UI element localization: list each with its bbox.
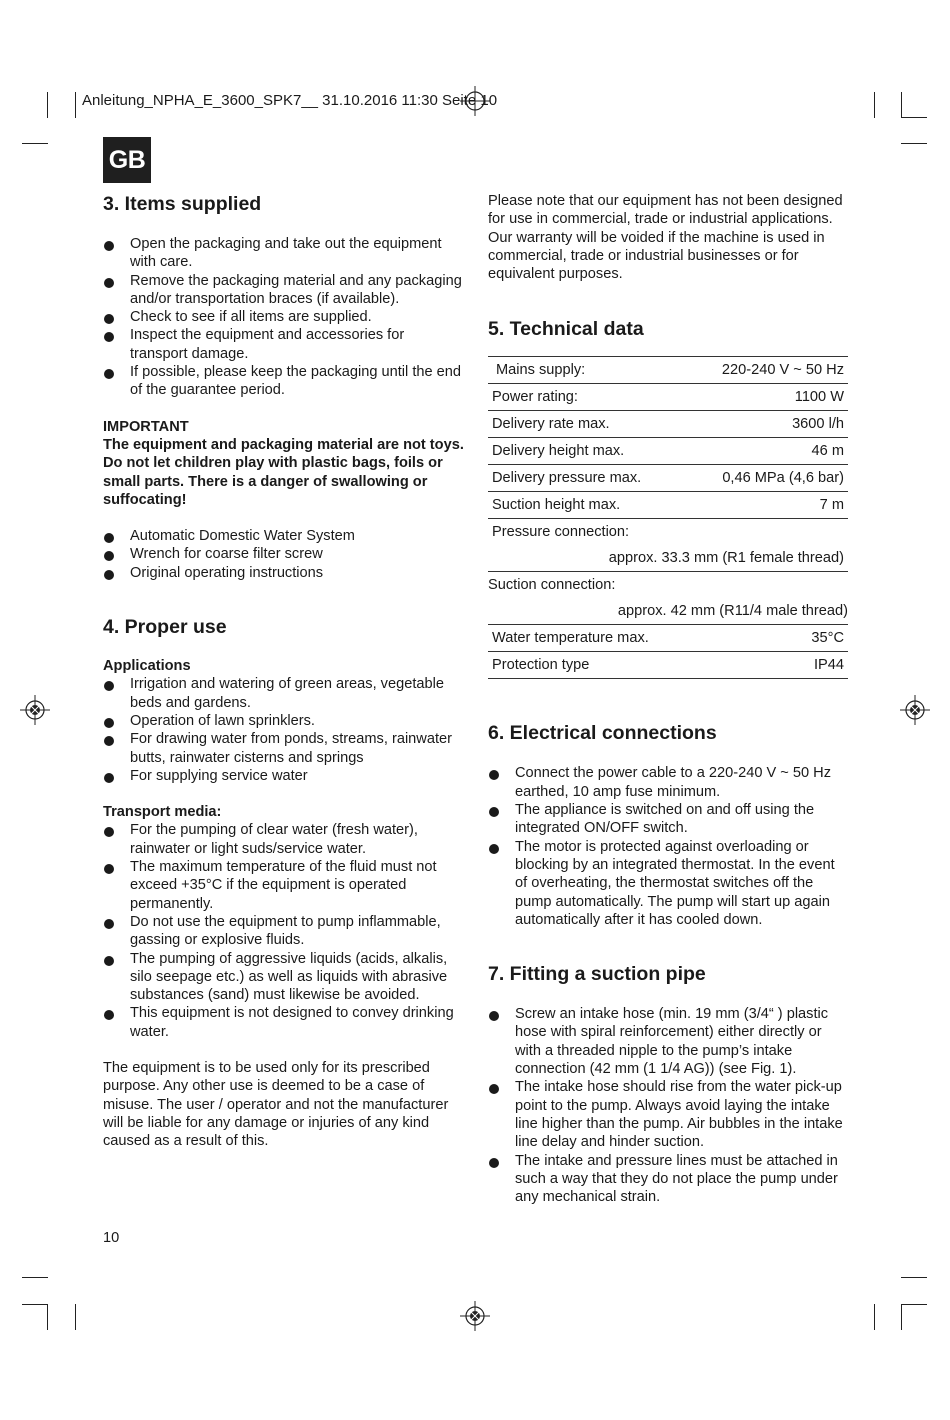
table-cell-label: Delivery rate max. [488,411,689,438]
crop-mark [901,117,927,118]
registration-mark-icon [460,1301,490,1331]
table-row [488,625,848,652]
table-cell-value: 220-240 V ~ 50 Hz [689,357,848,384]
section-title-technical-data: 5. Technical data [488,318,644,341]
registration-mark-icon [900,695,930,725]
technical-data-table [488,356,848,679]
crop-mark [75,92,76,118]
table-row [488,384,848,411]
crop-mark [901,1277,927,1278]
crop-mark [22,1304,48,1305]
list-item: For the pumping of clear water (fresh water), rainwater or light suds/service water. [103,821,465,858]
list-item: The intake and pressure lines must be attached in such a way that they do not place the pump under any mechanical strain. [488,1152,850,1207]
list-item: Screw an intake hose (min. 19 mm (3/4“ ) plastic hose with spiral reinforcement) either directly or with a threaded nipple to the pump’s intake connection (42 mm (1 1/4 AG)) (see Fig. 1). [488,1005,850,1078]
list-item: Operation of lawn sprinklers. [103,712,465,730]
list-item: This equipment is not designed to convey drinking water. [103,1004,465,1041]
list-item: Connect the power cable to a 220-240 V ~ 50 Hz earthed, 10 amp fuse minimum. [488,764,850,801]
crop-mark [22,1277,48,1278]
table-row [488,519,848,546]
table-cell-label: Mains supply: [488,357,689,384]
table-cell-value: IP44 [689,652,848,679]
list-item: For drawing water from ponds, streams, rainwater butts, rainwater cisterns and springs [103,730,465,767]
list-item: Open the packaging and take out the equipment with care. [103,235,465,272]
table-row [488,492,848,519]
table-cell-value: 35°C [689,625,848,652]
list-item: If possible, please keep the packaging until the end of the guarantee period. [103,363,465,400]
crop-mark [901,143,927,144]
table-row [488,438,848,465]
list-item: Original operating instructions [103,564,465,582]
list-item: Remove the packaging material and any packaging and/or transportation braces (if available). [103,272,465,309]
crop-mark [22,143,48,144]
table-row [488,598,848,625]
important-label: IMPORTANT [103,418,189,435]
section-title-proper-use: 4. Proper use [103,616,227,639]
table-row [488,572,848,599]
list-item: Automatic Domestic Water System [103,527,465,545]
supplied-items-list [103,527,465,582]
list-item: For supplying service water [103,767,465,785]
list-item: The pumping of aggressive liquids (acids, alkalis, silo seepage etc.) as well as liquids with abrasive substances (sand) must likewise be avoided. [103,950,465,1005]
registration-mark-icon [20,695,50,725]
table-cell-label: Delivery height max. [488,438,689,465]
list-item: The appliance is switched on and off using the integrated ON/OFF switch. [488,801,850,838]
table-cell-label: Water temperature max. [488,625,689,652]
table-row [488,465,848,492]
table-cell-value: 0,46 MPa (4,6 bar) [689,465,848,492]
language-badge: GB [103,137,151,183]
table-row [488,357,848,384]
table-cell-value: approx. 33.3 mm (R1 female thread) [488,545,848,572]
transport-media-list [103,821,465,1041]
list-item: Do not use the equipment to pump inflammable, gassing or explosive fluids. [103,913,465,950]
crop-mark [47,1304,48,1330]
section-title-electrical-connections: 6. Electrical connections [488,722,717,745]
table-row [488,545,848,572]
applications-list [103,675,465,785]
list-item: Irrigation and watering of green areas, vegetable beds and gardens. [103,675,465,712]
crop-mark [75,1304,76,1330]
suction-pipe-bullet-list [488,1005,850,1206]
table-cell-value: 7 m [689,492,848,519]
table-cell-label: Power rating: [488,384,689,411]
table-row [488,652,848,679]
crop-mark [901,1304,902,1330]
page-number: 10 [103,1230,120,1246]
list-item: Inspect the equipment and accessories for transport damage. [103,326,465,363]
electrical-bullet-list [488,764,850,929]
list-item: Check to see if all items are supplied. [103,308,465,326]
list-item: The motor is protected against overloading or blocking by an integrated thermostat. In the event of overheating, the thermostat switches off the pump automatically. The pump will start up again automatically after it has cooled down. [488,838,850,929]
table-cell-label: Delivery pressure max. [488,465,689,492]
table-cell-label: Protection type [488,652,689,679]
section-title-items-supplied: 3. Items supplied [103,193,262,215]
list-item: Wrench for coarse filter screw [103,545,465,563]
important-text: The equipment and packaging material are not toys. Do not let children play with plastic bags, foils or small parts. There is a danger of swallowing or suffocating! [103,436,464,508]
right-column [488,192,850,1206]
proper-use-paragraph: The equipment is to be used only for its prescribed purpose. Any other use is deemed to be a case of misuse. The user / operator and not the manufacturer will be liable for any damage or injuries of any kind caused as a result of this. [103,1059,449,1150]
table-cell-label: Pressure connection: [492,524,630,541]
applications-label: Applications [103,658,191,675]
table-cell-value: 1100 W [689,384,848,411]
left-column [103,192,465,1150]
list-item: The maximum temperature of the fluid must not exceed +35°C if the equipment is operated permanently. [103,858,465,913]
transport-media-label: Transport media: [103,804,222,821]
table-row [488,411,848,438]
items-bullet-list [103,235,465,400]
crop-mark [901,1304,927,1305]
section-title-fitting-suction-pipe: 7. Fitting a suction pipe [488,963,706,986]
commercial-use-note: Please note that our equipment has not been designed for use in commercial, trade or industrial applications. Our warranty will be voided if the machine is used in commercial, trade or industrial businesses or for equivalent purposes. [488,193,843,283]
table-cell-value: 46 m [689,438,848,465]
crop-mark [901,92,902,118]
table-cell-label: Suction connection: [488,577,616,594]
crop-mark [874,1304,875,1330]
crop-mark [874,92,875,118]
crop-mark [47,92,48,118]
table-cell-label: Suction height max. [488,492,689,519]
list-item: The intake hose should rise from the water pick-up point to the pump. Always avoid laying the intake line higher than the pump. Air bubbles in the intake line delay and hinder suction. [488,1078,850,1151]
print-slug: Anleitung_NPHA_E_3600_SPK7__ 31.10.2016 11:30 Seite 10 [82,92,498,109]
table-cell-value: 3600 l/h [689,411,848,438]
table-cell-value: approx. 42 mm (R11/4 male thread) [488,598,848,625]
